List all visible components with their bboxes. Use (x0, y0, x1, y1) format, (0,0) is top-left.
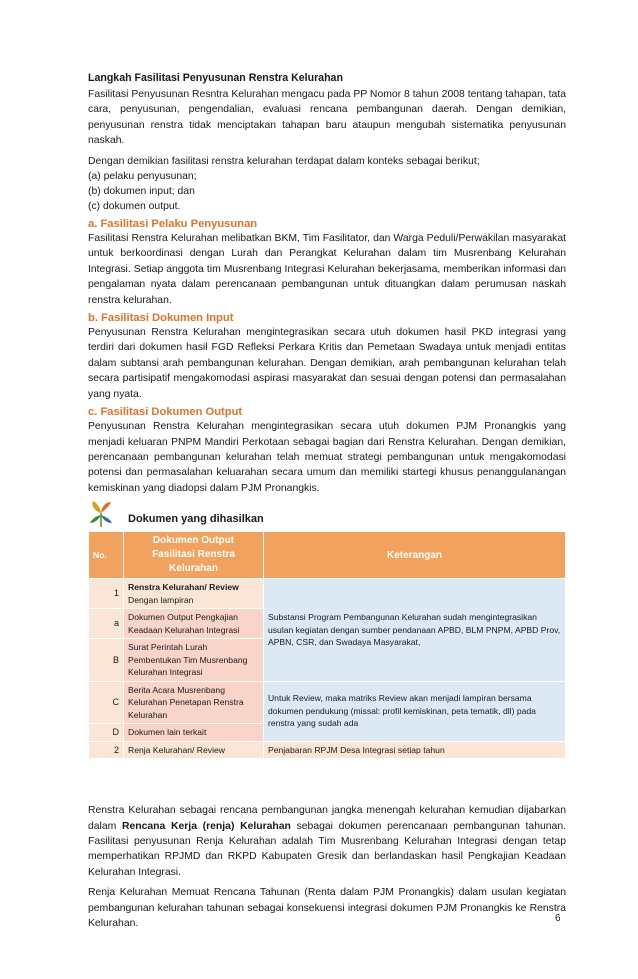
section-title-a: a. Fasilitasi Pelaku Penyusunan (88, 218, 258, 231)
section-body-c: Penyusunan Renstra Kelurahan mengintegrasikan secara utuh dokumen PJM Pronangkis yang menjadi keluaran PNPM Mandiri Perkotaan sebagai bagian dari Renstra Kelurahan. Dengan demikian, perencanaan pembangunan kelurahan telah memuat strategi pembangunan untuk mengakomodasi potensi dan permasalahan keluarahan secara umum dan memiliki startegi khusus penanggulanangan kemiskinan yang diadopsi dalam PJM Pronangkis. (88, 421, 566, 494)
row-subtitle: Dengan lampiran (128, 594, 194, 605)
table-header-row (89, 532, 566, 579)
header-no: No. (89, 532, 124, 579)
context-list (88, 169, 566, 214)
row-description: Renja Kelurahan/ Review (124, 741, 264, 759)
output-documents-table (88, 531, 566, 759)
renja-text-bold: Rencana Kerja (renja) Kelurahan (121, 820, 291, 832)
header-document-line2: Fasilitasi Renstra Kelurahan (152, 549, 235, 575)
page-number: 6 (555, 913, 561, 924)
keterangan-cell-3: Penjabaran RPJM Desa Integrasi setiap tahun (263, 741, 565, 759)
row-description: Berita Acara Musrenbang Kelurahan Penetapan Renstra Kelurahan (124, 681, 264, 724)
table-row (89, 741, 566, 759)
row-description: Dokumen lain terkait (124, 724, 264, 742)
header-document (124, 532, 264, 579)
row-description: Surat Perintah Lurah Pembentukan Tim Musrenbang Kelurahan Integrasi (124, 639, 264, 682)
row-number: a (89, 609, 124, 639)
documents-heading (88, 499, 566, 529)
section-body-a: Fasilitasi Renstra Kelurahan melibatkan BKM, Tim Fasilitator, dan Warga Peduli/Perwakilan masyarakat untuk berkoordinasi dengan Lurah dan Perangkat Kelurahan dalam tim Musrenbang Kelurahan Integrasi. Setiap anggota tim Musrenbang Integrasi Kelurahan bekerjasama, memberikan informasi dan pengalaman nyata dalam perencanaan pembangunan untuk dituangkan dalam perumusan naskah renstra kelurahan. (88, 233, 566, 306)
row-number: D (89, 724, 124, 742)
renja-text-post: sebagai dokumen perencanaan pembangunan tahunan. Fasilitasi penyusunan Renja Kelurahan adalah Tim Musrenbang Kelurahan Integrasi dengan tetap memperhatikan RPJMD dan RKPD Kabupaten Gresik dan berlandaskan hasil Pengkajian Keadaan Kelurahan Integrasi. (88, 820, 566, 878)
renja-paragraph-1 (88, 803, 566, 880)
list-item: (b) dokumen input; dan (88, 186, 195, 198)
header-document-line1: Dokumen Output (152, 535, 235, 547)
renja-paragraph-2: Renja Kelurahan Memuat Rencana Tahunan (Renta dalam PJM Pronangkis) dalam usulan kegiatan pembangunan kelurahan tahunan sebagai konsekuensi integrasi dokumen PJM Pronangkis ke Renstra Kelurahan. (88, 887, 566, 929)
table-row (89, 681, 566, 724)
list-item: (a) pelaku penyusunan; (88, 171, 197, 183)
table-row (89, 579, 566, 609)
documents-title: Dokumen yang dihasilkan (128, 513, 264, 526)
renja-text-pre: Renstra Kelurahan sebagai rencana pembangunan jangka menengah kelurahan kemudian dijabarkan dalam (88, 805, 566, 832)
row-number: C (89, 681, 124, 724)
list-item: (c) dokumen output. (88, 201, 181, 213)
section-title-b: b. Fasilitasi Dokumen Input (88, 312, 234, 325)
header-keterangan: Keterangan (263, 532, 565, 579)
keterangan-cell-1: Substansi Program Pembangunan Kelurahan sudah mengintegrasikan usulan kegiatan dengan sumber pendanaan APBD, BLM PNPM, APBD Prov, APBN, CSR, dan Swadaya Masyarakat, (263, 579, 565, 682)
context-intro: Dengan demikian fasilitasi renstra kelurahan terdapat dalam konteks sebagai berikut; (88, 155, 480, 167)
row-number: 2 (89, 741, 124, 759)
row-number: 1 (89, 579, 124, 609)
section-body-b: Penyusunan Renstra Kelurahan mengintegrasikan secara utuh dokumen hasil PKD integrasi yang terdiri dari dokumen hasil FGD Refleksi Perkara Kritis dan Pemetaan Swadaya untuk menjadi entitas dalam subtansi arah pembangunan kelurahan. Dengan demikian, arah pembangunan kelurahan telah secara partisipatif mengakomodasi aspirasi masyarakat dan sesuai dengan potensi dan permasalahan yang nyata. (88, 327, 566, 400)
row-description (124, 579, 264, 609)
row-title: Renstra Kelurahan/ Review (128, 582, 239, 593)
pnpm-leaf-logo-icon (88, 499, 114, 529)
document-page (88, 72, 566, 931)
row-number: B (89, 639, 124, 682)
page-heading: Langkah Fasilitasi Penyusunan Renstra Kelurahan (88, 72, 343, 84)
intro-paragraph: Fasilitasi Penyusunan Resntra Kelurahan mengacu pada PP Nomor 8 tahun 2008 tentang tahapan, tata cara, penyusunan, pengendalian, evaluasi rencana pembangunan daerah. Dengan demikian, penyusunan renstra tidak menciptakan tahapan baru ataupun mengubah sistematika penyusunan naskah. (88, 89, 566, 147)
keterangan-cell-2: Untuk Review, maka matriks Review akan menjadi lampiran bersama dokumen pendukung (missal: profil kemiskinan, peta tematik, dll) pada renstra yang sudah ada (263, 681, 565, 741)
section-title-c: c. Fasilitasi Dokumen Output (88, 406, 243, 419)
row-description: Dokumen Output Pengkajian Keadaan Kelurahan Integrasi (124, 609, 264, 639)
